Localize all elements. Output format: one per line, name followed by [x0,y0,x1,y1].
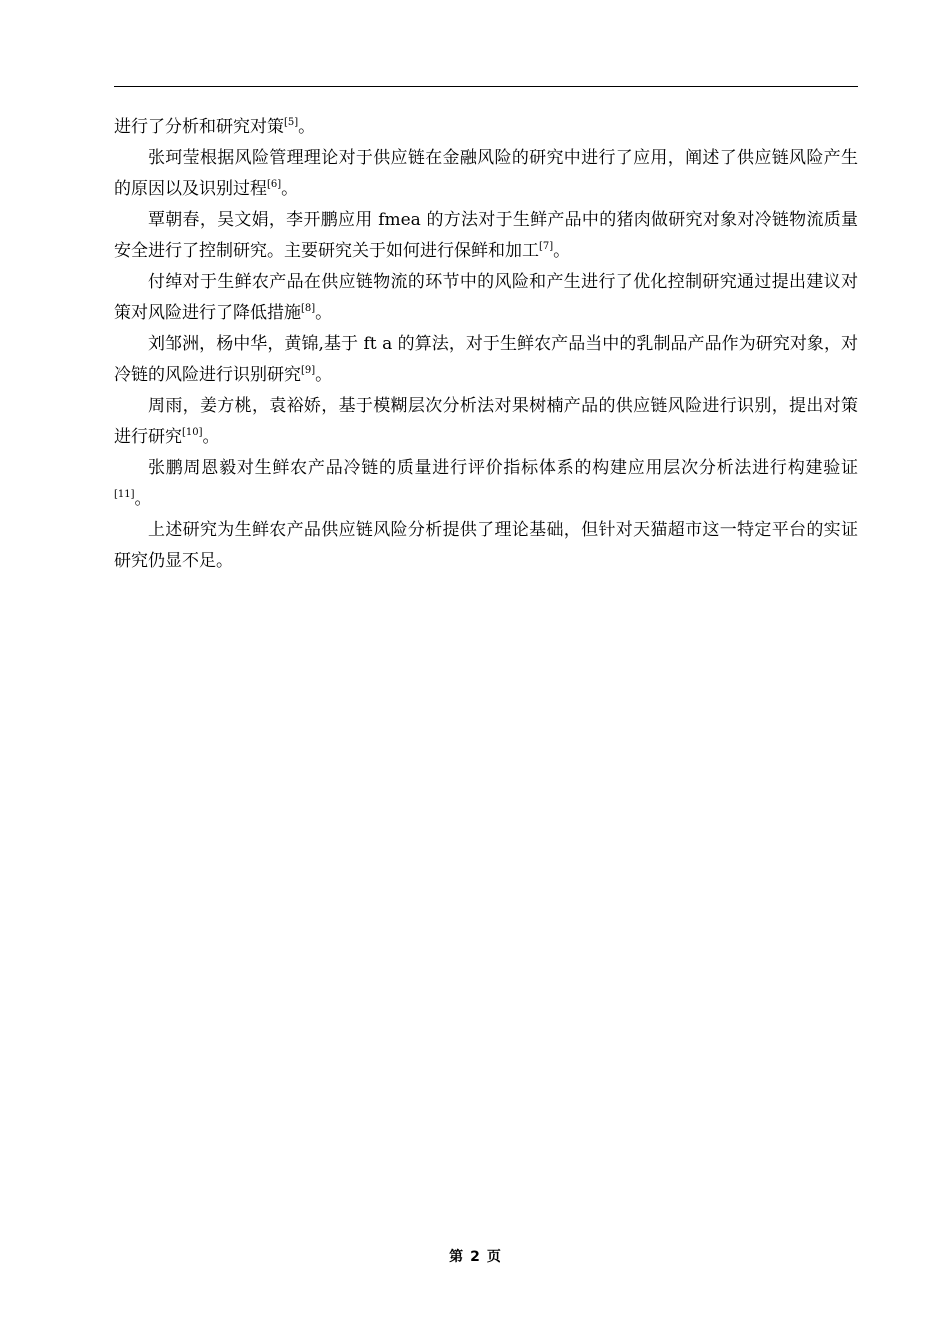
paragraph-5 [114,329,858,391]
paragraph-text: 上述研究为生鲜农产品供应链风险分析提供了理论基础，但针对天猫超市这一特定平台的实证研究仍显不足。 [114,520,858,571]
paragraph-text: 周雨，姜方桃，袁裕娇，基于模糊层次分析法对果树楠产品的供应链风险进行识别，提出对策进行研究 [114,396,858,447]
paragraph-text: 付绰对于生鲜农产品在供应链物流的环节中的风险和产生进行了优化控制研究通过提出建议对策对风险进行了降低措施 [114,272,858,323]
paragraph-6 [114,391,858,453]
paragraph-end: 。 [202,427,220,447]
paragraph-end: 。 [298,117,316,137]
citation-ref: [7] [539,241,554,252]
page-suffix: 页 [486,1249,501,1265]
document-body [114,112,858,577]
citation-ref: [5] [284,117,299,128]
paragraph-end: 。 [315,365,333,385]
paragraph-4 [114,267,858,329]
paragraph-8 [114,515,858,577]
citation-ref: [9] [301,365,316,376]
paragraph-end: 。 [315,303,333,323]
paragraph-end: 。 [134,489,152,509]
header-rule [114,86,858,87]
citation-ref: [6] [267,179,282,190]
paragraph-end: 。 [281,179,299,199]
page-number: 2 [470,1249,480,1265]
paragraph-text: 刘邹洲，杨中华，黄锦,基于 ft a 的算法，对于生鲜农产品当中的乳制品产品作为研究对象，对冷链的风险进行识别研究 [114,334,858,385]
paragraph-end: 。 [553,241,571,261]
paragraph-1 [114,112,858,143]
citation-ref: [8] [301,303,316,314]
page-footer [0,1246,950,1266]
page-prefix: 第 [449,1249,464,1265]
citation-ref: [10] [182,427,203,438]
paragraph-text: 张鹏周恩毅对生鲜农产品冷链的质量进行评价指标体系的构建应用层次分析法进行构建验证 [148,458,858,478]
paragraph-text: 进行了分析和研究对策 [114,117,284,137]
paragraph-text: 张珂莹根据风险管理理论对于供应链在金融风险的研究中进行了应用，阐述了供应链风险产生的原因以及识别过程 [114,148,858,199]
paragraph-3 [114,205,858,267]
citation-ref: [11] [114,489,135,500]
paragraph-2 [114,143,858,205]
paragraph-7 [114,453,858,515]
paragraph-text: 覃朝春，吴文娟，李开鹏应用 fmea 的方法对于生鲜产品中的猪肉做研究对象对冷链物流质量安全进行了控制研究。主要研究关于如何进行保鲜和加工 [114,210,858,261]
